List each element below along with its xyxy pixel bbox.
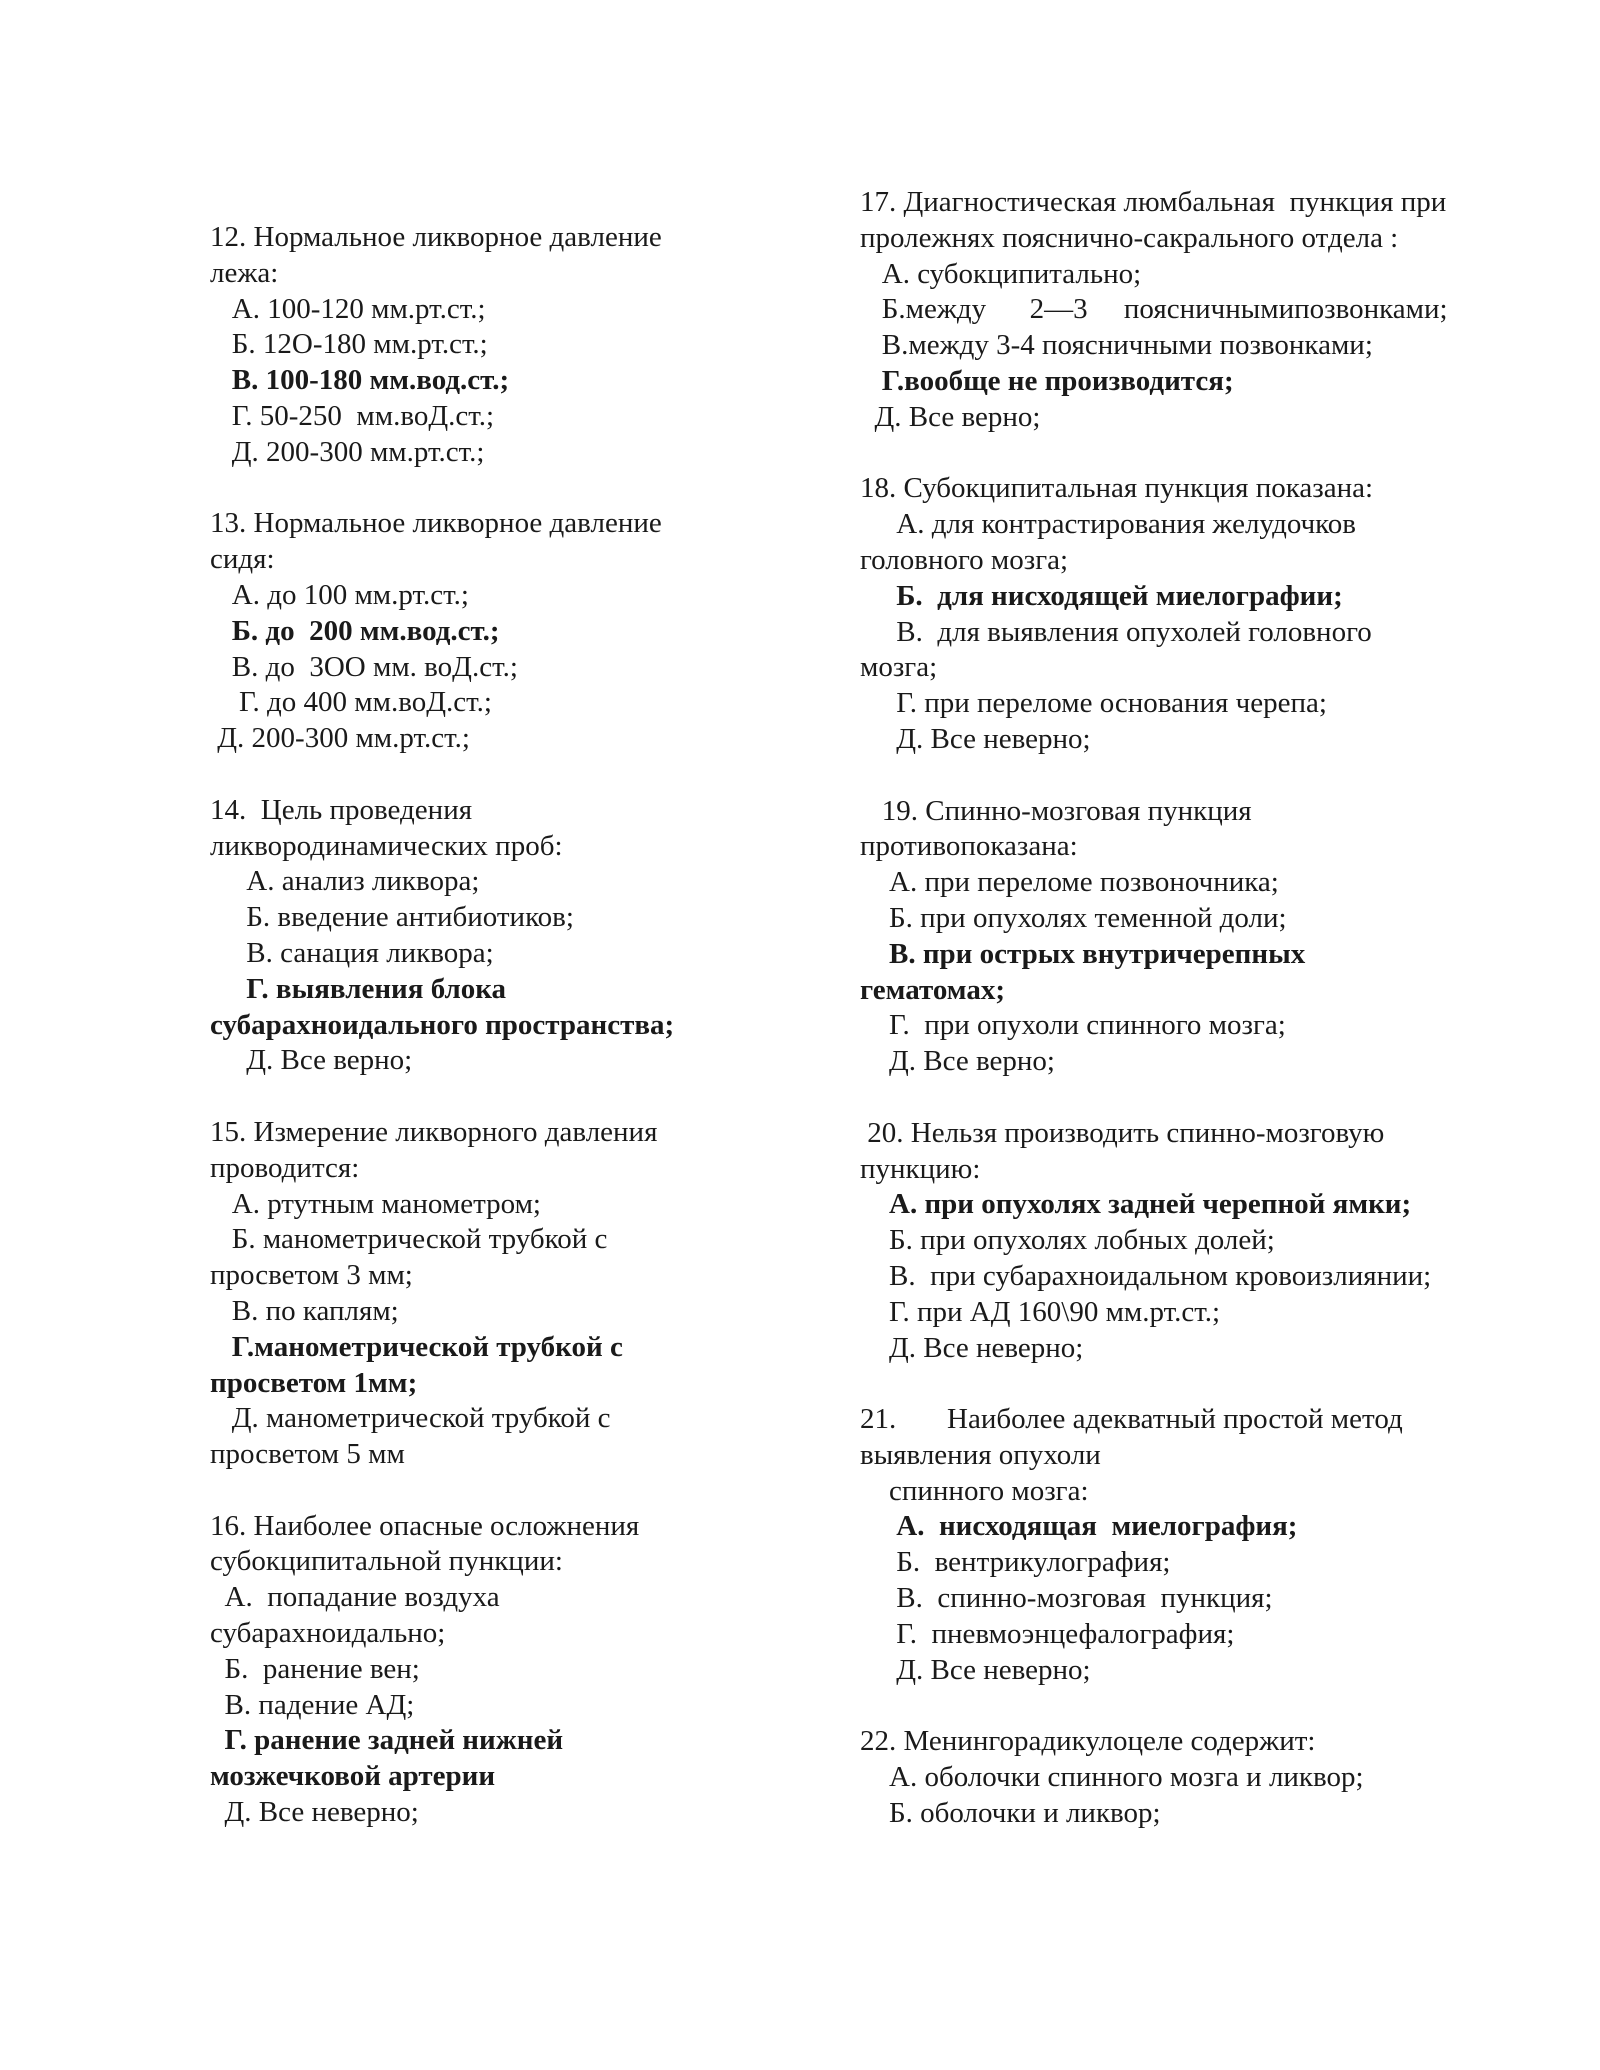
text-line: В. до 3ОО мм. воД.ст.; <box>210 650 518 683</box>
text-line: В. спинно-мозговая пункция; <box>860 1582 1273 1615</box>
text-line: Б. при опухолях теменной доли; <box>860 901 1287 934</box>
text-line: Д. Все неверно; <box>860 1331 1084 1364</box>
text-line: просветом 3 мм; <box>210 1259 413 1292</box>
text-line: головного мозга; <box>860 543 1069 576</box>
text-line: Г. ранение задней нижней <box>210 1724 564 1757</box>
text-line: Д. Все верно; <box>860 1045 1055 1078</box>
text-line: просветом 5 мм <box>210 1438 405 1471</box>
text-line: А. анализ ликвора; <box>210 865 480 898</box>
text-line: 18. Субокципитальная пункция показана: <box>860 472 1374 505</box>
text-line: ликвородинамических проб: <box>210 829 563 862</box>
text-line: Б. при опухолях лобных долей; <box>860 1224 1275 1257</box>
text-line: выявления опухоли <box>860 1438 1101 1471</box>
text-line: Б. оболочки и ликвор; <box>860 1796 1161 1829</box>
text-line: В. падение АД; <box>210 1688 415 1721</box>
text-line: Г.вообще не производится; <box>860 364 1234 397</box>
text-line: Д. Все верно; <box>860 400 1041 433</box>
text-line: В. санация ликвора; <box>210 936 494 969</box>
text-line: мозжечковой артерии <box>210 1760 496 1793</box>
text-line: 19. Спинно-мозговая пункция <box>860 794 1252 827</box>
text-line: А. для контрастирования желудочков <box>860 508 1356 541</box>
blank-line <box>860 758 1500 794</box>
text-line: 16. Наиболее опасные осложнения <box>210 1509 640 1542</box>
blank-line <box>860 1688 1500 1724</box>
text-line: Б. ранение вен; <box>210 1652 420 1685</box>
text-line: 21. Наиболее адекватный простой метод <box>860 1403 1403 1436</box>
left-column <box>210 220 850 1831</box>
text-line: В. 100-180 мм.вод.ст.; <box>210 364 510 397</box>
text-line: сидя: <box>210 543 275 576</box>
text-line: проводится: <box>210 1151 360 1184</box>
text-line: мозга; <box>860 651 938 684</box>
text-line: А. 100-120 мм.рт.ст.; <box>210 292 486 325</box>
text-line: Д. Все неверно; <box>860 1653 1091 1686</box>
text-line: Б. вентрикулография; <box>860 1546 1171 1579</box>
text-line: Д. 200-300 мм.рт.ст.; <box>210 722 470 755</box>
text-line: В. для выявления опухолей головного <box>860 615 1372 648</box>
blank-line <box>860 1080 1500 1116</box>
text-line: 20. Нельзя производить спинно-мозговую <box>860 1116 1385 1149</box>
text-line: Г.манометрической трубкой с <box>210 1330 623 1363</box>
text-line: гематомах; <box>860 973 1005 1006</box>
text-line: 14. Цель проведения <box>210 793 473 826</box>
text-line: Г. до 400 мм.воД.ст.; <box>210 686 492 719</box>
text-line: Д. Все верно; <box>210 1044 413 1077</box>
text-line: А. при опухолях задней черепной ямки; <box>860 1188 1412 1221</box>
text-line: А. ртутным манометром; <box>210 1187 541 1220</box>
text-line: Д. манометрической трубкой с <box>210 1402 611 1435</box>
text-line: А. оболочки спинного мозга и ликвор; <box>860 1761 1364 1794</box>
text-line: Г. при опухоли спинного мозга; <box>860 1009 1286 1042</box>
text-line: Г. при переломе основания черепа; <box>860 687 1327 720</box>
text-line: 13. Нормальное ликворное давление <box>210 507 662 540</box>
blank-line <box>210 757 850 793</box>
text-line: А. нисходящая миелография; <box>860 1510 1298 1543</box>
text-line: Б.между 2—3 поясничнымипозвонками; <box>860 293 1448 326</box>
text-line: Д. Все неверно; <box>860 722 1091 755</box>
text-line: спинного мозга: <box>860 1474 1089 1507</box>
text-line: 17. Диагностическая люмбальная пункция при <box>860 186 1447 218</box>
text-line: Г. при АД 160\90 мм.рт.ст.; <box>860 1295 1221 1328</box>
text-line: Г. выявления блока <box>210 972 507 1005</box>
text-line: А. субокципитально; <box>860 257 1142 290</box>
text-line: В. по каплям; <box>210 1294 399 1327</box>
text-line: субокципитальной пункции: <box>210 1545 563 1578</box>
text-line: В. при субарахноидальном кровоизлиянии; <box>860 1259 1432 1292</box>
blank-line <box>210 1079 850 1115</box>
text-line: 15. Измерение ликворного давления <box>210 1115 658 1148</box>
text-line: 12. Нормальное ликворное давление <box>210 221 662 253</box>
text-line: просветом 1мм; <box>210 1366 418 1399</box>
text-line: Б. манометрической трубкой с <box>210 1223 608 1256</box>
text-line: А. попадание воздуха <box>210 1581 500 1614</box>
text-line: В. при острых внутричерепных <box>860 937 1306 970</box>
text-line: Г. пневмоэнцефалография; <box>860 1617 1235 1650</box>
text-line: пункцию: <box>860 1152 981 1185</box>
right-column <box>860 185 1500 1832</box>
text-line: А. при переломе позвоночника; <box>860 866 1279 899</box>
blank-line <box>210 1473 850 1509</box>
text-line: Б. до 200 мм.вод.ст.; <box>210 614 500 647</box>
text-line: Б. 12О-180 мм.рт.ст.; <box>210 328 488 361</box>
text-line: В.между 3-4 поясничными позвонками; <box>860 329 1373 362</box>
text-line: пролежнях пояснично-сакрального отдела : <box>860 221 1399 254</box>
text-line: Г. 50-250 мм.воД.ст.; <box>210 399 495 432</box>
text-line: Б. для нисходящей миелографии; <box>860 579 1343 612</box>
blank-line <box>860 436 1500 472</box>
text-line: противопоказана: <box>860 830 1078 863</box>
text-line: Б. введение антибиотиков; <box>210 901 574 934</box>
text-line: лежа: <box>210 256 279 289</box>
text-line: Д. 200-300 мм.рт.ст.; <box>210 435 485 468</box>
text-line: субарахноидально; <box>210 1617 446 1650</box>
text-line: 22. Менингорадикулоцеле содержит: <box>860 1725 1316 1758</box>
blank-line <box>210 471 850 507</box>
text-line: субарахноидального пространства; <box>210 1008 675 1041</box>
blank-line <box>860 1366 1500 1402</box>
text-line: Д. Все неверно; <box>210 1796 419 1829</box>
text-line: А. до 100 мм.рт.ст.; <box>210 578 469 611</box>
